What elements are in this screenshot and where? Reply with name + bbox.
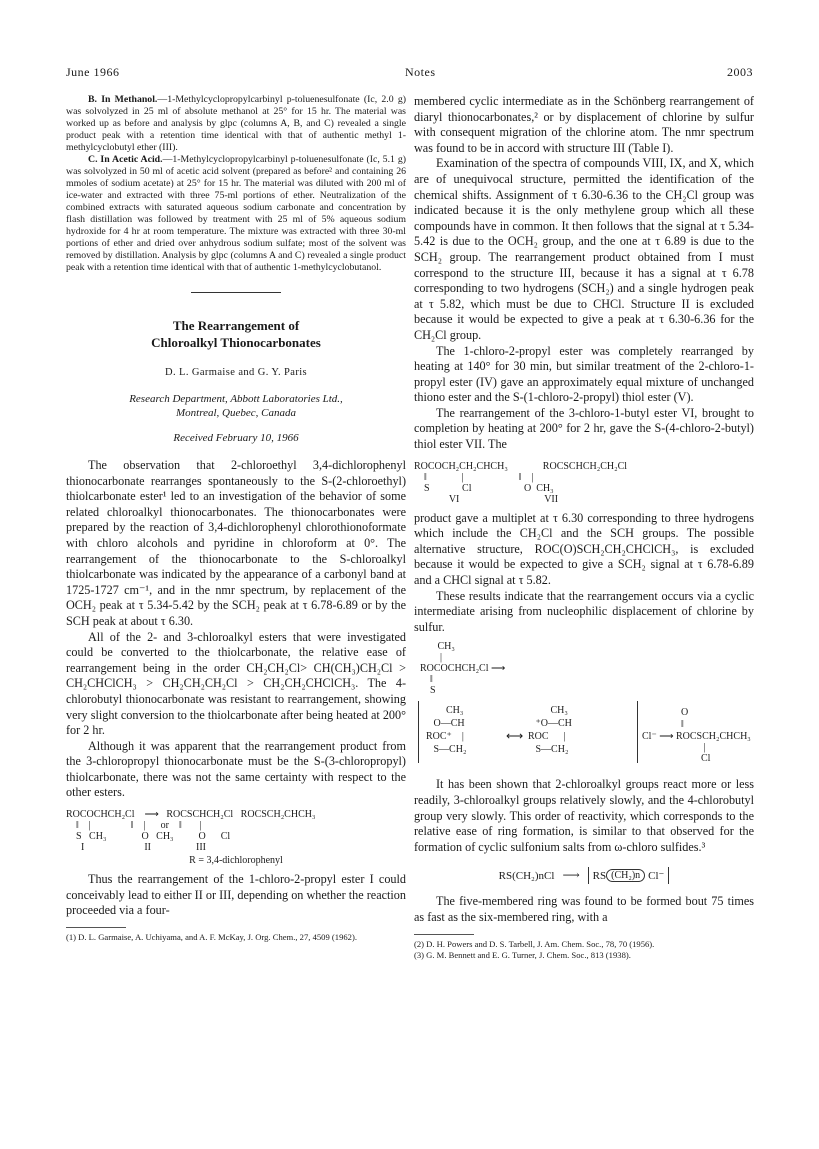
footnote-3: (3) G. M. Bennett and E. G. Turner, J. Chem. Soc., 813 (1938). [414, 949, 631, 960]
sulfonium-arrow: ⟶ [562, 868, 580, 883]
mech-product-4: | [676, 742, 706, 754]
scheme-i-ii-iii [66, 809, 406, 866]
sulfonium-equation [414, 867, 754, 884]
acetic-paragraph [66, 154, 406, 274]
mech-b-1: CH₃ [528, 705, 568, 717]
mech-product-2: ‖ [676, 719, 684, 731]
mech-product-1: O [676, 707, 689, 719]
scheme1-line-1: ROCOCHCH₂Cl ⟶ ROCSCHCH₂Cl ROCSCH₂CHCH₃ [66, 809, 316, 821]
scheme-vi-vii [414, 461, 754, 505]
sulfonium-product [588, 867, 670, 884]
left-column [66, 94, 406, 943]
affiliation-line-1: Research Department, Abbott Laboratories Ltd., [129, 393, 343, 405]
mechanism-scheme [414, 641, 754, 769]
mech-start-3: ROCOCHCH₂Cl ⟶ [420, 663, 506, 675]
intro-paragraph: The observation that 2-chloroethyl 3,4-dichlorophenyl thionocarbonate rearranges spontaneously to the S-(2-chloroethyl) thiolcarbonate ester¹ led to an investigation of the behavior of some related chloroalkyl thionocarbonates. The thionocarbonates were prepared by the reaction of 3,4-dichlorophenyl chlorothionoformate with chloro alcohols and pyridine in chloroform at 0°. The rearrangement of the thionocarbonate to the S-chloroalkyl thiolcarbonate was indicated by the appearance of a carbonyl band at 1725-1727 cm⁻¹, and in the nmr spectrum, by replacement of the OCH₂ peak at τ 5.34-5.42 by the SCH₂ peak at τ 6.78-6.89 or by the SCH peak at about τ 6.30. [66, 458, 406, 628]
title-line-1: The Rearrangement of [172, 318, 300, 333]
mech-a-3: ROC⁺ | [426, 731, 464, 743]
mech-product-5: Cl [676, 753, 711, 765]
sulfonium-ring: (CH₂)n [606, 869, 645, 882]
article-title [66, 317, 406, 351]
results-paragraph: These results indicate that the rearrangement occurs via a cyclic intermediate arising from nucleophilic displacement of chlorine by sulfur. [414, 588, 754, 634]
scheme2-line-2: ‖ | ‖ | [414, 471, 534, 483]
thus-paragraph: Thus the rearrangement of the 1-chloro-2-propyl ester I could conceivably lead to either II or III, depending on whether the reaction proceeded via a four- [66, 872, 406, 918]
propyl-paragraph: The 1-chloro-2-propyl ester was completely rearranged by heating at 140° for 30 min, but similar treatment of the 2-chloro-1-propyl ester (IV) gave an approximately equal mixture of unchanged thiono ester and the S-(1-chloro-2-propyl) thiol ester (V). [414, 343, 754, 405]
butyl-paragraph: The rearrangement of the 3-chloro-1-butyl ester VI, brought to completion by heating at 200° for 2 hr, gave the S-(4-chloro-2-butyl) thiol ester VII. The [414, 405, 754, 452]
multiplet-paragraph: product gave a multiplet at τ 6.30 corresponding to three hydrogens which include the CH₂Cl and the SCH groups. The possible alternative structure, ROC(O)SCH₂CH₂CHClCH₃, is excluded because it would be expected to give a SCH₂ signal at τ 6.78-6.89 and a CHCl signal at τ 5.82. [414, 510, 754, 588]
methanol-text: —1-Methylcyclopropylcarbinyl p-toluenesulfonate (Ic, 2.0 g) was solvolyzed in 25 ml of absolute methanol at 25° for 15 hr. The material was worked up as before and analysis by glpc (columns A, B, and C) revealed a single product peak with a retention time identical with that of authentic methyl 1-methylcyclobutyl ether (III). [66, 94, 406, 153]
spectra-paragraph: Examination of the spectra of compounds VIII, IX, and X, which are of unequivocal structure, permitted the identification of the chemical shifts. Assignment of τ 6.30-6.36 to the CH₂Cl group was indicated because it is the only methylene group which all these compounds have in common. It then follows that the signal at τ 5.34-5.42 is due to the OCH₂ group, and the one at τ 6.89 is due to the SCH₂ group. The rearrangement product obtained from I must correspond to the structure III, because it has a signal at τ 6.78 corresponding to two hydrogens (SCH₂) and a single hydrogen peak at τ 5.82, which must be due to CHCl. Structure II is excluded because it would be expected to give a peak at τ 6.30-6.36 for the CH₂Cl group. [414, 156, 754, 342]
mech-b-2: ⁺O—CH [528, 718, 572, 730]
acetic-label: C. In Acetic Acid. [88, 154, 163, 165]
authors: D. L. Garmaise and G. Y. Paris [164, 367, 308, 378]
continuation-paragraph: membered cyclic intermediate as in the Schönberg rearrangement of diaryl thionocarbonates,² or by displacement of chlorine by sulfur with consequent migration of the chlorine atom. The nmr spectrum was found to be in accord with structure III (Table I). [414, 94, 754, 155]
affiliation-line-2: Montreal, Quebec, Canada [176, 407, 296, 419]
uncertainty-paragraph: Although it was apparent that the rearrangement product from the 3-chloropropyl thionocarbonate must be the S-(3-chloropropyl) thiolcarbonate, there was not the same certainty with respect to the other esters. [66, 738, 406, 800]
page-number: 2003 [727, 65, 753, 79]
reactivity-paragraph: It has been shown that 2-chloroalkyl groups react more or less readily, 3-chloroalkyl groups relatively slowly, and the 4-chlorobutyl group very slowly. This order of reactivity, which corresponds to the relative ease of ring formation, is similar to that observed for the formation of cyclic sulfonium salts from ω-chloro sulfides.³ [414, 777, 754, 854]
right-column [414, 94, 754, 961]
mech-chloride-arrow: Cl⁻ ⟶ [642, 731, 674, 743]
methanol-paragraph [66, 94, 406, 154]
running-header-date: June 1966 [66, 65, 120, 79]
order-paragraph: All of the 2- and 3-chloroalkyl esters that were investigated could be converted to the thiolcarbonate, the relative ease of rearrangement being in the order CH₂CH₂Cl> CH(CH₃)CH₂Cl > CH₂CHClCH₃ > CH₂CH₂CH₂Cl > CH₂CH₂CHClCH₃. The 4-chlorobutyl thionocarbonate was resistant to rearrangement, showing very slight conversion to the thiolcarbonate after being heated at 200° for 2 hr. [66, 629, 406, 738]
scheme1-line-3: S CH₃ O CH₃ O Cl [66, 831, 231, 843]
mech-product-3: ROCSCH₂CHCH₃ [676, 731, 751, 743]
footnote-2: (2) D. H. Powers and D. S. Tarbell, J. Am. Chem. Soc., 78, 70 (1956). [414, 938, 655, 949]
sulfonium-reactant: RS(CH₂)nCl [498, 869, 555, 882]
affiliation [66, 392, 406, 420]
scheme1-r-definition: R = 3,4-dichlorophenyl [189, 855, 283, 867]
title-line-2: Chloroalkyl Thionocarbonates [151, 335, 321, 350]
mech-start-2: | [420, 652, 443, 664]
footnote-1: (1) D. L. Garmaise, A. Uchiyama, and A. F. McKay, J. Org. Chem., 27, 4509 (1962). [66, 931, 357, 942]
section-divider [191, 292, 281, 293]
rate-paragraph: The five-membered ring was found to be formed bout 75 times as fast as the six-membered ring, with a [414, 894, 754, 924]
scheme2-line-3: S Cl O CH₃ [414, 482, 554, 494]
mech-start-4: ‖ [420, 674, 433, 686]
methanol-label: B. In Methanol. [88, 94, 158, 105]
scheme1-line-2: ‖ | ‖ | or ‖ | [66, 820, 202, 832]
mech-start-1: CH₃ [420, 641, 455, 653]
received-date: Received February 10, 1966 [173, 432, 299, 444]
mech-resonance-arrow: ⟷ [506, 729, 524, 744]
footnote-divider-right [414, 934, 474, 935]
running-header-section: Notes [405, 65, 436, 79]
sulfonium-rs: RS [592, 869, 607, 882]
mech-start-5: S [420, 685, 436, 697]
sulfonium-counterion: Cl⁻ [648, 870, 665, 883]
mech-a-1: CH₃ [426, 705, 464, 717]
mech-b-3: ROC | [528, 731, 566, 743]
mech-a-2: O—CH [426, 718, 465, 730]
acetic-text: —1-Methylcyclopropylcarbinyl p-toluenesulfonate (Ic, 5.1 g) was solvolyzed in 50 ml of acetic acid solvent (prepared as before² and containing 26 mmoles of sodium acetate) at 25° for 15 hr. The material was diluted with 200 ml of ice-water and extracted with three 75-ml portions of ether. Neutralization of the combined extracts with saturated aqueous sodium carbonate and concentration by flash distillation was followed by treatment with 25 ml of 5% aqueous sodium hydroxide for 4 hr at room temperature. The mixture was extracted with three 30-ml portions of ether and dried over anhydrous sodium sulfate; most of the solvent was removed by distillation. Analysis by glpc (columns A and C) revealed a single product peak with a retention time identical with that of authentic 1-methylcyclobutanol. [66, 154, 406, 273]
mech-a-4: S—CH₂ [426, 744, 467, 756]
mech-b-4: S—CH₂ [528, 744, 569, 756]
scheme2-line-1: ROCOCH₂CH₂CHCH₃ ROCSCHCH₂CH₂Cl [414, 460, 628, 472]
footnote-divider [66, 927, 126, 928]
scheme1-line-4: I II III [66, 842, 206, 854]
scheme2-line-4: VI VII [414, 493, 559, 505]
